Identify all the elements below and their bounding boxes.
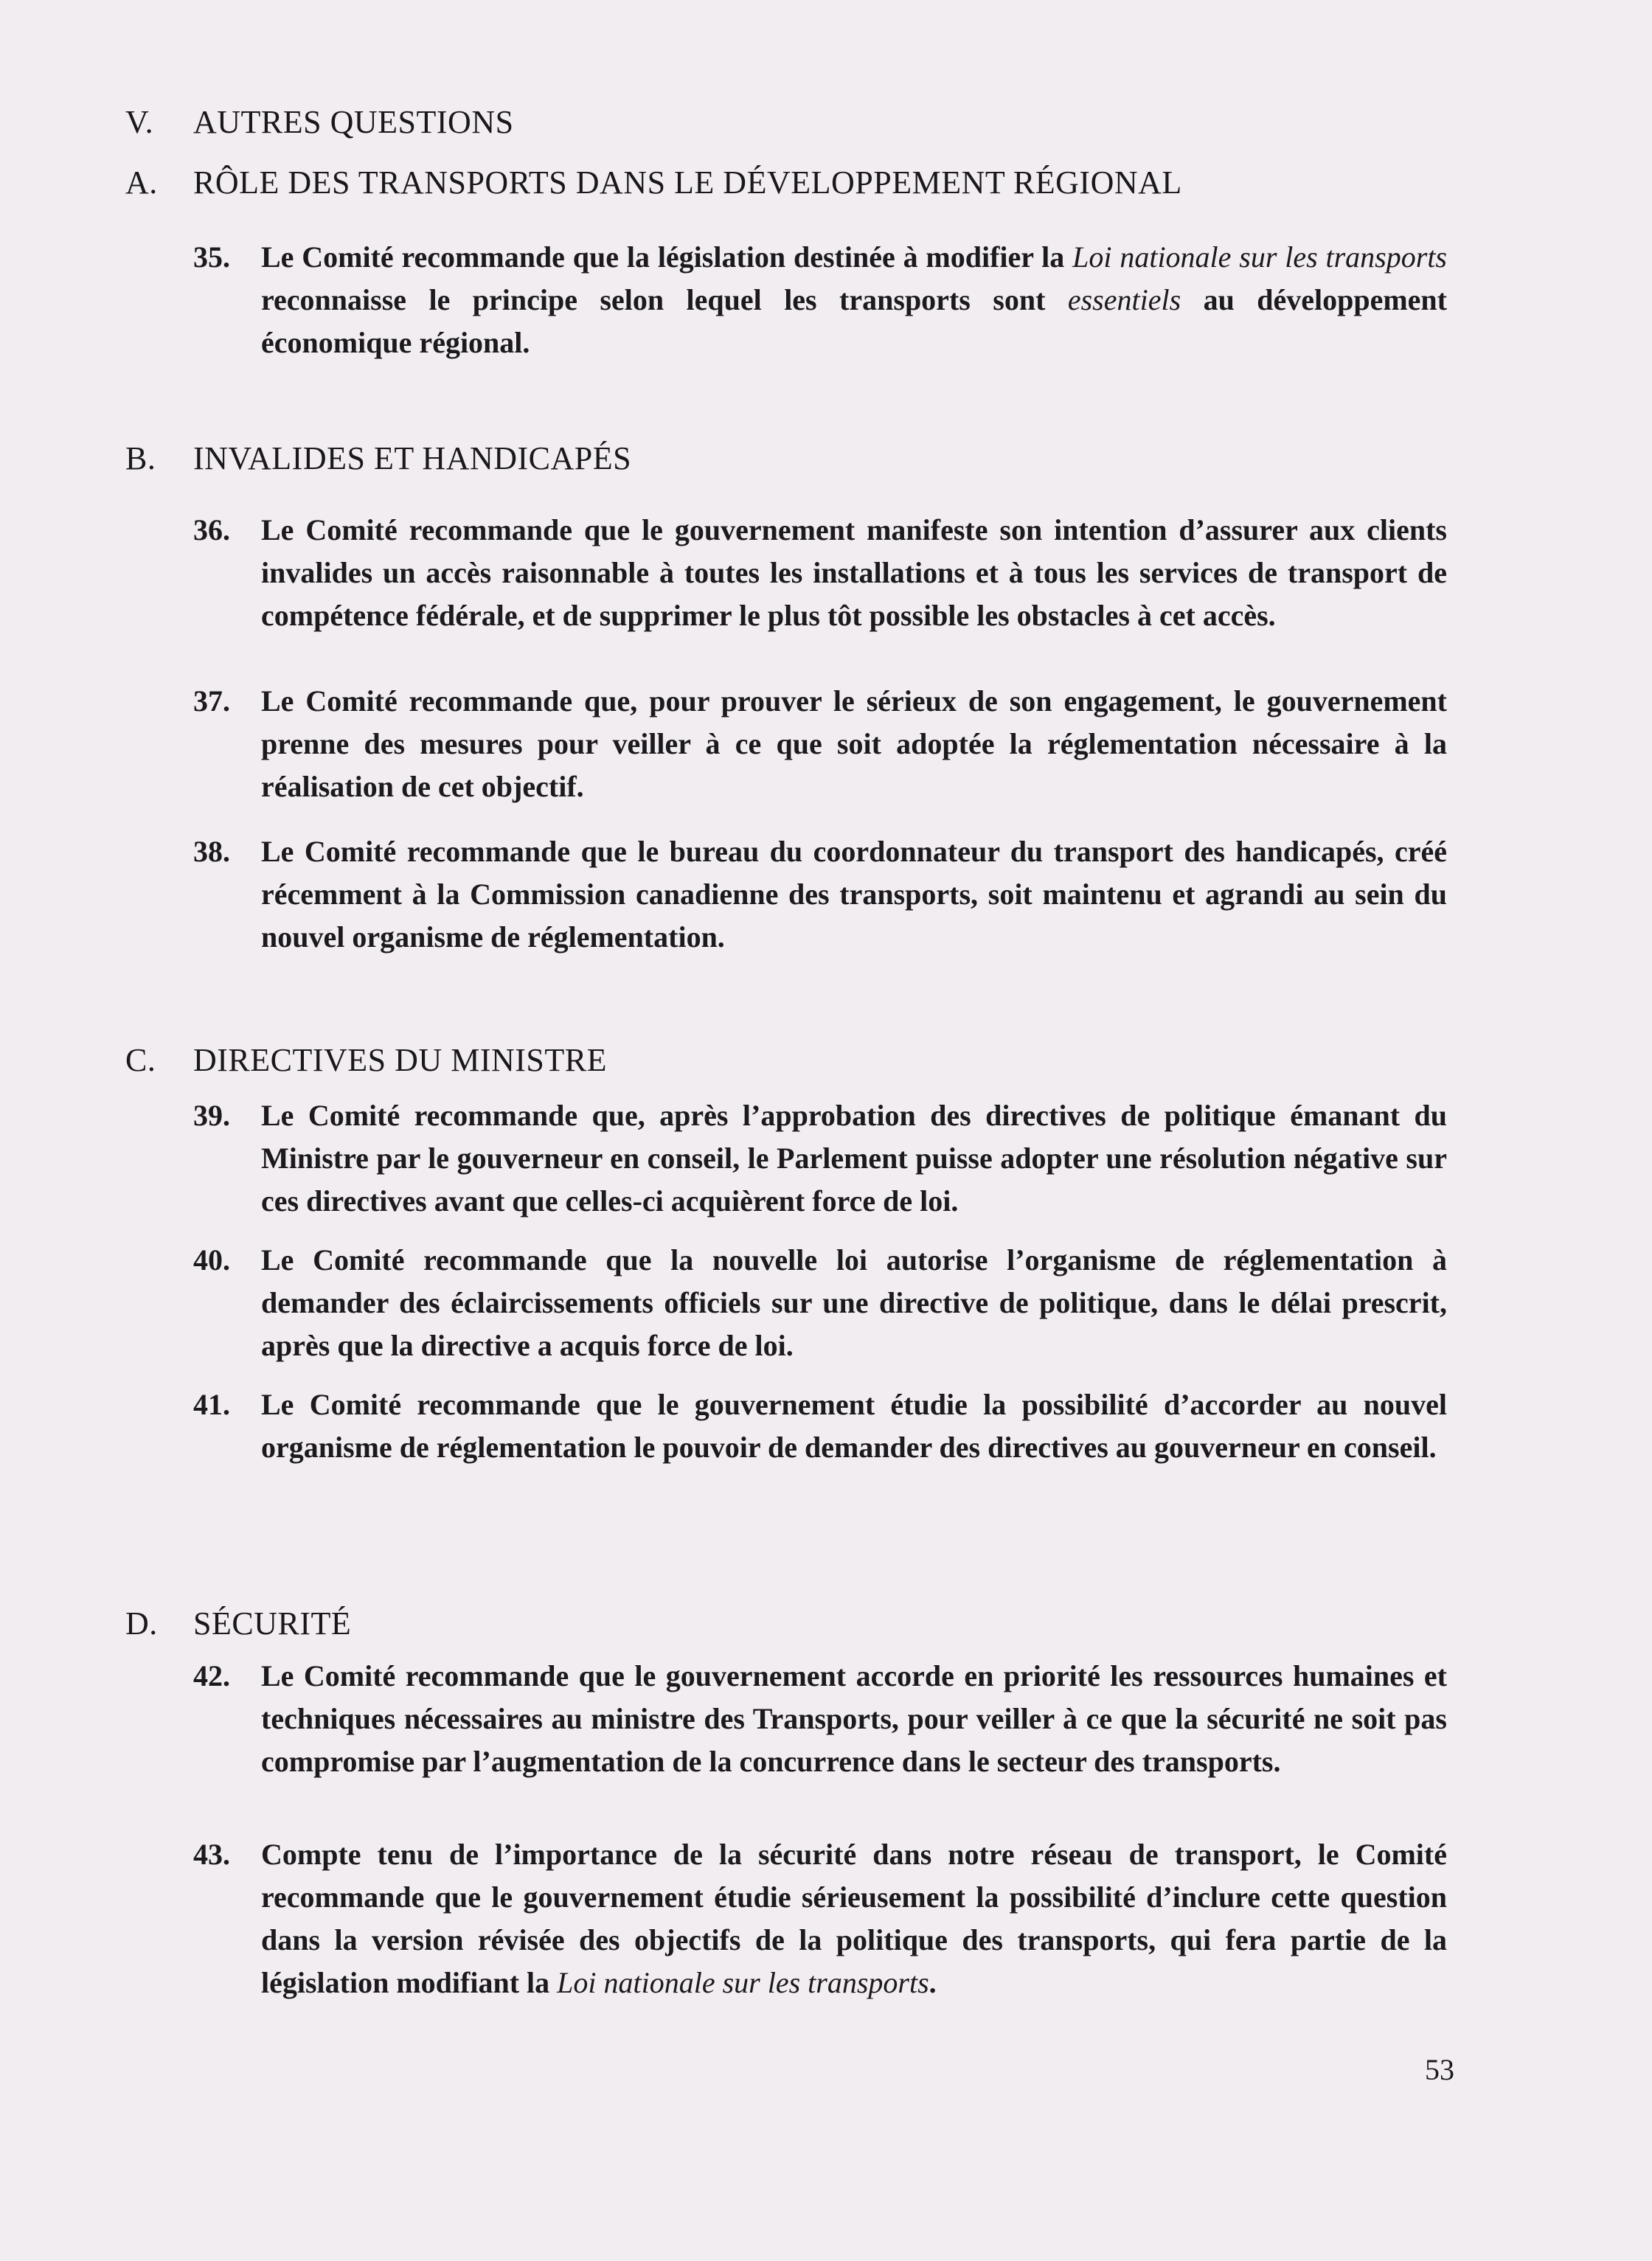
recommendation-number: 42. <box>193 1659 230 1692</box>
recommendation-text: Le Comité recommande que, après l’approbation des directives de politique émanant du Ministre par le gouverneur en conseil, le Parlement puisse adopter une résolution négative sur ces directives avant que celles-ci acquièrent force de loi. <box>261 1099 1447 1218</box>
section-heading-a <box>125 164 1182 201</box>
recommendation-41 <box>193 1383 1447 1469</box>
section-number: A. <box>125 164 158 201</box>
recommendation-text: Le Comité recommande que la nouvelle loi autorise l’organisme de réglementation à demander des éclaircissements officiels sur une directive de politique, dans le délai prescrit, après que la directive a acquis force de loi. <box>261 1243 1447 1362</box>
recommendation-36 <box>193 509 1447 637</box>
recommendation-text <box>261 236 1447 364</box>
text-run: reconnaisse le principe selon lequel les transports sont <box>261 283 1068 316</box>
text-run: au développement économique régional. <box>261 283 1448 359</box>
recommendation-number: 36. <box>193 513 230 546</box>
recommendation-number: 41. <box>193 1388 230 1421</box>
recommendation-text: Le Comité recommande que le bureau du coordonnateur du transport des handicapés, créé récemment à la Commission canadienne des transports, soit maintenu et agrandi au sein du nouvel organisme de réglementation. <box>261 835 1447 954</box>
section-heading-c <box>125 1041 607 1079</box>
text-run: Le Comité recommande que la législation destinée à modifier la <box>261 240 1073 274</box>
page-number: 53 <box>1425 2053 1454 2086</box>
section-title-text: DIRECTIVES DU MINISTRE <box>193 1042 607 1078</box>
recommendation-number: 37. <box>193 684 230 718</box>
recommendation-number: 38. <box>193 835 230 868</box>
section-heading-b <box>125 440 631 477</box>
recommendation-number: 35. <box>193 240 230 274</box>
recommendation-number: 40. <box>193 1243 230 1277</box>
section-heading-d <box>125 1605 351 1642</box>
recommendation-40 <box>193 1239 1447 1367</box>
section-heading-v <box>125 103 514 141</box>
italic-word: essentiels <box>1067 283 1181 316</box>
recommendation-number: 39. <box>193 1099 230 1132</box>
recommendation-text: Le Comité recommande que le gouvernement manifeste son intention d’assurer aux clients invalides un accès raisonnable à toutes les installations et à tous les services de transport de compétence fédérale, et de supprimer le plus tôt possible les obstacles à cet accès. <box>261 513 1447 632</box>
section-title-text: SÉCURITÉ <box>193 1605 352 1642</box>
recommendation-text <box>261 1833 1447 2004</box>
recommendation-39 <box>193 1094 1447 1223</box>
recommendation-text: Le Comité recommande que le gouvernement étudie la possibilité d’accorder au nouvel organisme de réglementation le pouvoir de demander des directives au gouverneur en conseil. <box>261 1388 1447 1464</box>
recommendation-35 <box>193 236 1447 364</box>
text-run: . <box>929 1966 937 1999</box>
text-run: Compte tenu de l’importance de la sécurité dans notre réseau de transport, le Comité recommande que le gouvernement étudie sérieusement la possibilité d’inclure cette question dans la version révisée des objectifs de la politique des transports, qui fera partie de la législation modifiant la <box>261 1838 1447 1999</box>
recommendation-42 <box>193 1655 1447 1783</box>
section-title-text: RÔLE DES TRANSPORTS DANS LE DÉVELOPPEMENT RÉGIONAL <box>193 164 1182 201</box>
recommendation-37 <box>193 680 1447 808</box>
italic-title: Loi nationale sur les transports <box>557 1966 929 1999</box>
recommendation-number: 43. <box>193 1838 230 1871</box>
section-title-text: INVALIDES ET HANDICAPÉS <box>193 440 632 476</box>
section-number: V. <box>125 104 154 140</box>
recommendation-text: Le Comité recommande que le gouvernement accorde en priorité les ressources humaines et techniques nécessaires au ministre des Transports, pour veiller à ce que la sécurité ne soit pas compromise par l’augmentation de la concurrence dans le secteur des transports. <box>261 1659 1447 1778</box>
section-number: C. <box>125 1042 156 1078</box>
recommendation-38 <box>193 830 1447 959</box>
italic-title: Loi nationale sur les transports <box>1072 240 1447 274</box>
section-number: B. <box>125 440 156 476</box>
recommendation-text: Le Comité recommande que, pour prouver le sérieux de son engagement, le gouvernement prenne des mesures pour veiller à ce que soit adoptée la réglementation nécessaire à la réalisation de cet objectif. <box>261 684 1447 803</box>
section-title-text: AUTRES QUESTIONS <box>193 104 514 140</box>
recommendation-43 <box>193 1833 1447 2004</box>
section-number: D. <box>125 1605 158 1642</box>
